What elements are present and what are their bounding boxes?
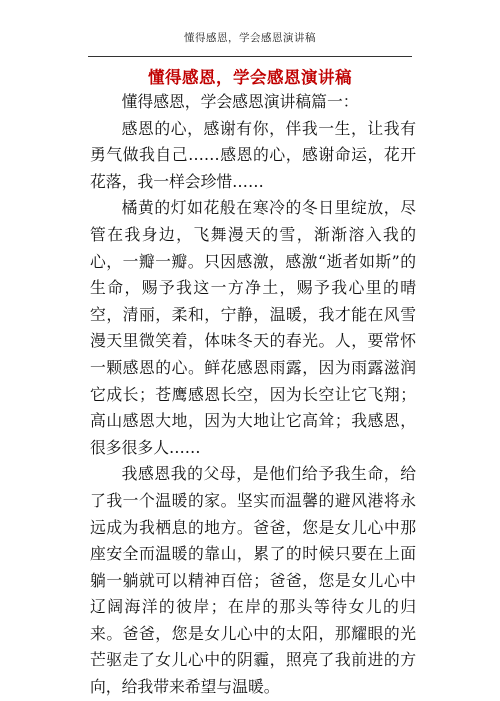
header-divider: [88, 56, 412, 57]
paragraph-2: 橘黄的灯如花般在寒冷的冬日里绽放，尽管在我身边，飞舞漫天的雪，渐渐溶入我的心，一瓣一瓣。只因感激，感激“逝者如斯”的生命，赐予我这一方净土，赐予我心里的晴空，清丽，柔和，宁静，温暖，我才能在风雪漫天里微笑着，体味冬天的春光。人，要常怀一颗感恩的心。鲜花感恩雨露，因为雨露滋润它成长；苍鹰感恩长空，因为长空让它飞翔；高山感恩大地，因为大地让它高耸；我感恩，很多很多人……: [90, 198, 416, 457]
paragraph-intro: 懂得感恩，学会感恩演讲稿篇一：: [121, 92, 359, 111]
document-title: 懂得感恩，学会感恩演讲稿: [148, 68, 352, 87]
paragraph-3: 我感恩我的父母，是他们给予我生命，给了我一个温暖的家。坚实而温馨的避风港将永远成为我栖息的地方。爸爸，您是女儿心中那座安全而温暖的靠山，累了的时候只要在上面躺一躺就可以精神百倍；爸爸，您是女儿心中辽阔海洋的彼岸；在岸的那头等待女儿的归来。爸爸，您是女儿心中的太阳，那耀眼的光芒驱走了女儿心中的阴霾，照亮了我前进的方向，给我带来希望与温暖。: [90, 464, 416, 697]
document-body: [90, 89, 416, 701]
running-header: 懂得感恩，学会感恩演讲稿: [184, 32, 316, 44]
paragraph-1: 感恩的心，感谢有你，伴我一生，让我有勇气做我自己……感恩的心，感谢命运，花开花落，我一样会珍惜……: [90, 118, 416, 191]
